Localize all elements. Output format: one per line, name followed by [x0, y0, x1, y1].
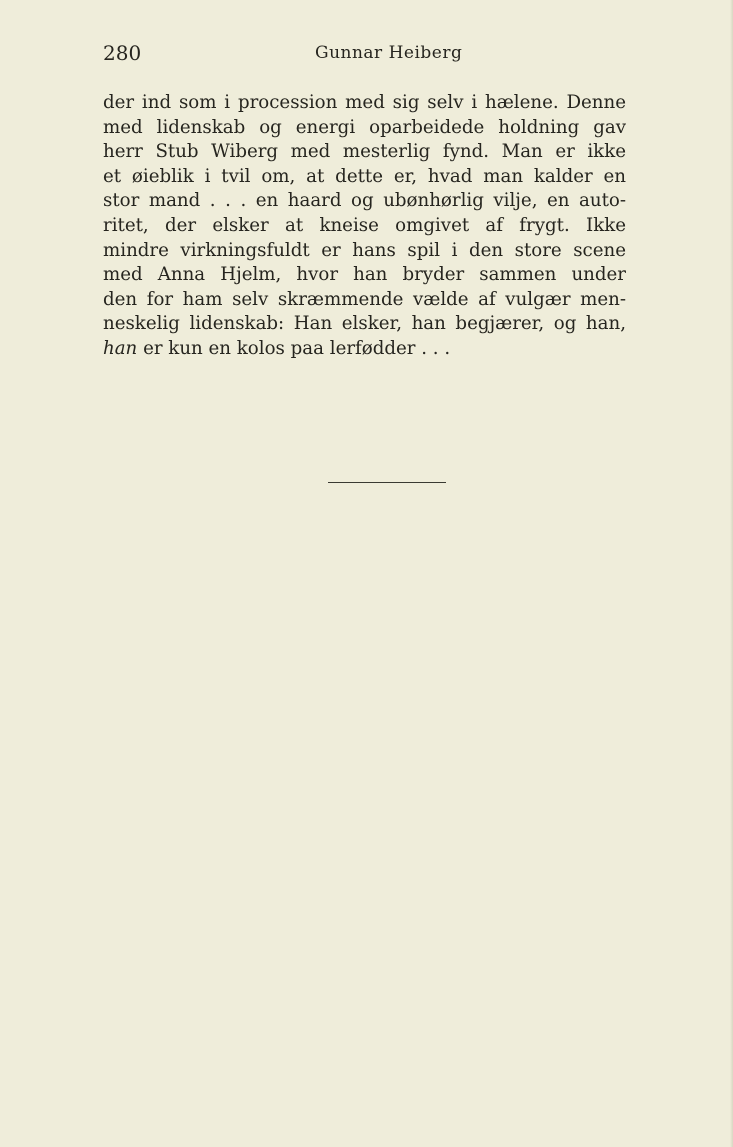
- text-line: ritet, der elsker at kneise omgivet af frygt. Ikke: [103, 214, 626, 236]
- text-line: den for ham selv skræmmende vælde af vulgær men-: [103, 288, 626, 310]
- text-line: stor mand . . . en haard og ubønhørlig vilje, en auto-: [103, 190, 626, 212]
- text-line: der ind som i procession med sig selv i hælene. Denne: [103, 92, 626, 113]
- italic-word: han: [103, 337, 138, 359]
- running-title: Gunnar Heiberg: [315, 43, 463, 63]
- body-text: [103, 91, 626, 362]
- text-line-last: [103, 337, 626, 362]
- text-line: mindre virkningsfuldt er hans spil i den store scene: [103, 239, 626, 261]
- text-line: med lidenskab og energi oparbeidede holdning gav: [103, 116, 626, 138]
- text-line: med Anna Hjelm, hvor han bryder sammen under: [103, 264, 626, 286]
- text-line: herr Stub Wiberg med mesterlig fynd. Man er ikke: [103, 141, 626, 163]
- page-number: 280: [103, 41, 142, 65]
- section-divider: [328, 482, 446, 483]
- text-line: et øieblik i tvil om, at dette er, hvad man kalder en: [103, 165, 626, 187]
- last-line-rest: er kun en kolos paa lerfødder . . .: [137, 337, 451, 359]
- text-line: neskelig lidenskab: Han elsker, han begjærer, og han,: [103, 313, 626, 335]
